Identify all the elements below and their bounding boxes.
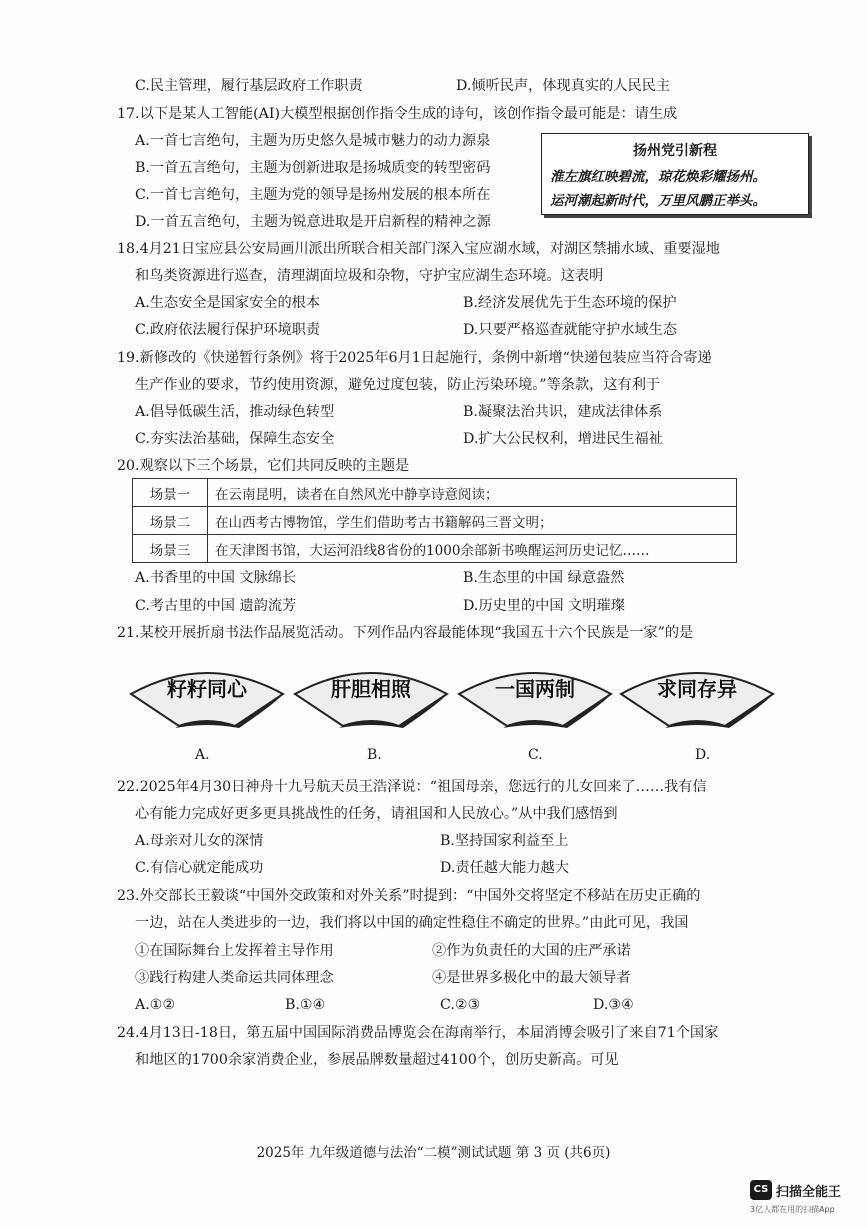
q20-option-c: C.考古里的中国 遗韵流芳 (135, 598, 297, 614)
q17-option-b: B.一首五言绝句，主题为创新进取是扬城质变的转型密码 (135, 160, 491, 176)
q23-stem-line-1: 23.外交部长王毅谈“中国外交政策和对外关系”时提到：“中国外交将坚定不移站在历史正确的 (117, 888, 701, 904)
q23-statement-2: ②作为负责任的大国的庄严承诺 (432, 943, 631, 959)
q18-option-a: A.生态安全是国家安全的根本 (135, 295, 321, 311)
q19-option-d: D.扩大公民权利，增进民生福祉 (463, 431, 663, 447)
q16-option-c: C.民主管理，履行基层政府工作职责 (135, 78, 363, 94)
q23-stem-line-2: 一边，站在人类进步的一边，我们将以中国的确定性稳住不确定的世界。”由此可见，我国 (135, 915, 689, 931)
table-row (133, 479, 737, 507)
poem-line-2: 运河潮起新时代，万里风鹏正举头。 (550, 193, 766, 209)
q22-option-a: A.母亲对儿女的深情 (135, 833, 264, 849)
q22-stem-line-1: 22.2025年4月30日神舟十九号航天员王浩泽说：“祖国母亲，您远行的儿女回来了……我有信 (117, 779, 707, 795)
q18-stem-line-1: 18.4月21日宝应县公安局画川派出所联合相关部门深入宝应湖水域，对湖区禁捕水域、重要湿地 (117, 241, 720, 257)
q17-stem: 17.以下是某人工智能(AI)大模型根据创作指令生成的诗句，该创作指令最可能是：请生成 (117, 106, 678, 122)
table-row (133, 535, 737, 563)
q19-option-b: B.凝聚法治共识，建成法律体系 (463, 404, 663, 420)
q20-option-b: B.生态里的中国 绿意盎然 (463, 570, 625, 586)
scene-text: 在天津图书馆，大运河沿线8省份的1000余部新书唤醒运河历史记忆…… (208, 535, 737, 563)
q19-stem-line-1: 19.新修改的《快递暂行条例》将于2025年6月1日起施行，条例中新增“快递包装应当符合寄递 (117, 350, 712, 366)
q19-stem-line-2: 生产作业的要求，节约使用资源，避免过度包装，防止污染环境。”等条款，这有利于 (135, 377, 661, 393)
q19-option-a: A.倡导低碳生活，推动绿色转型 (135, 404, 335, 420)
q24-stem-line-2: 和地区的1700余家消费企业，参展品牌数量超过4100个，创历史新高。可见 (135, 1052, 619, 1068)
camscanner-logo-icon: CS (750, 1180, 772, 1200)
q23-statement-1: ①在国际舞台上发挥着主导作用 (135, 943, 334, 959)
q23-option-d: D.③④ (593, 997, 634, 1013)
q20-option-d: D.历史里的中国 文明璀璨 (463, 598, 625, 614)
fan-c-label: C. (528, 747, 543, 763)
q23-option-a: A.①② (135, 997, 176, 1013)
q23-statement-3: ③践行构建人类命运共同体理念 (135, 970, 334, 986)
q20-stem: 20.观察以下三个场景，它们共同反映的主题是 (117, 458, 410, 474)
q18-option-c: C.政府依法履行保护环境职责 (135, 322, 321, 338)
poem-line-1: 淮左旗红映碧流，琼花焕彩耀扬州。 (550, 169, 766, 185)
q20-option-a: A.书香里的中国 文脉绵长 (135, 570, 297, 586)
q16-option-d: D.倾听民声，体现真实的人民民主 (456, 78, 671, 94)
q23-option-c: C.②③ (440, 997, 481, 1013)
fan-a-label: A. (195, 747, 210, 763)
scene-text: 在山西考古博物馆，学生们借助考古书籍解码三晋文明； (208, 507, 737, 535)
q22-option-c: C.有信心就定能成功 (135, 860, 264, 876)
q23-statement-4: ④是世界多极化中的最大领导者 (432, 970, 631, 986)
q18-option-d: D.只要严格巡查就能守护水域生态 (463, 322, 678, 338)
scanner-watermark (750, 1180, 850, 1220)
q18-stem-line-2: 和鸟类资源进行巡查，清理湖面垃圾和杂物，守护宝应湖生态环境。这表明 (135, 268, 604, 284)
scene-label: 场景三 (133, 535, 208, 563)
page-footer: 2025年 九年级道德与法治“二模”测试试题 第 3 页 (共6页) (256, 1145, 611, 1161)
fan-b-label: B. (367, 747, 382, 763)
scene-label: 场景一 (133, 479, 208, 507)
scanner-app-name: 扫描全能王 (776, 1185, 842, 1200)
q23-option-b: B.①④ (285, 997, 326, 1013)
fan-b-text: 肝胆相照 (331, 677, 411, 701)
poem-box (541, 133, 809, 215)
q22-option-b: B.坚持国家利益至上 (440, 833, 569, 849)
fan-a-text: 籽籽同心 (167, 677, 247, 701)
fan-a-icon (127, 660, 287, 730)
fan-d-text: 求同存异 (657, 677, 737, 701)
q17-option-a: A.一首七言绝句，主题为历史悠久是城市魅力的动力源泉 (135, 133, 491, 149)
fan-b-icon (291, 660, 451, 730)
scene-label: 场景二 (133, 507, 208, 535)
scene-text: 在云南昆明，读者在自然风光中静享诗意阅读； (208, 479, 737, 507)
poem-title: 扬州党引新程 (633, 143, 717, 159)
q22-stem-line-2: 心有能力完成好更多更具挑战性的任务，请祖国和人民放心。”从中我们感悟到 (135, 806, 618, 822)
q17-option-d: D.一首五言绝句，主题为锐意进取是开启新程的精神之源 (135, 214, 491, 230)
q17-option-c: C.一首七言绝句，主题为党的领导是扬州发展的根本所在 (135, 187, 491, 203)
scenes-table (132, 478, 737, 563)
q18-option-b: B.经济发展优先于生态环境的保护 (463, 295, 677, 311)
q19-option-c: C.夯实法治基础，保障生态安全 (135, 431, 335, 447)
scanner-tagline: 3亿人都在用的扫描App (750, 1205, 835, 1214)
q22-option-d: D.责任越大能力越大 (440, 860, 569, 876)
table-row (133, 507, 737, 535)
fan-c-icon (455, 660, 615, 730)
q21-stem: 21.某校开展折扇书法作品展览活动。下列作品内容最能体现“我国五十六个民族是一家”的是 (117, 625, 694, 641)
fan-d-icon (617, 660, 777, 730)
fan-c-text: 一国两制 (495, 677, 575, 701)
q24-stem-line-1: 24.4月13日-18日，第五届中国国际消费品博览会在海南举行，本届消博会吸引了来自71个国家 (117, 1025, 719, 1041)
fan-d-label: D. (695, 747, 711, 763)
